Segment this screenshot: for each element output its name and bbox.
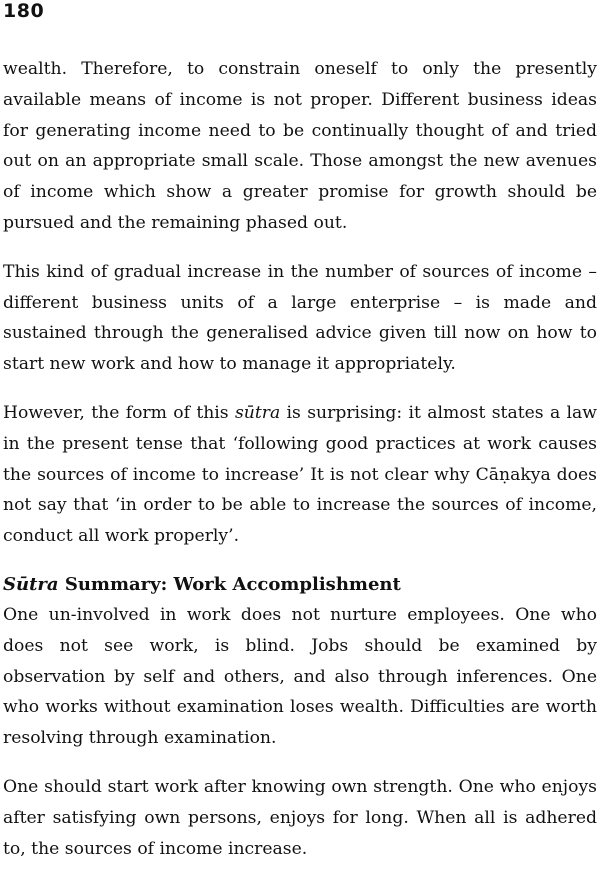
section-heading xyxy=(3,570,597,600)
paragraph-text: is surprising: it almost states a law in the present tense that ‘following good practices at work causes the sources of income to increase’ It is not clear why Cāṇakya does not say that ‘in order to be able to increase the sources of income, conduct all work properly’. xyxy=(3,402,597,547)
page-body xyxy=(3,54,597,882)
heading-text: Summary: Work Accomplishment xyxy=(58,573,401,595)
summary-paragraph: One should start work after knowing own strength. One who enjoys after satisfying own persons, enjoys for long. When all is adhered to, the sources of income increase. xyxy=(3,776,597,859)
body-paragraph: wealth. Therefore, to constrain oneself to only the presently available means of income is not proper. Different business ideas for generating income need to be continually thought of and tried out on an appropriate small scale. Those amongst the new avenues of income which show a greater promise for growth should be pursued and the remaining phased out. xyxy=(3,59,597,233)
page-number: 180 xyxy=(3,0,45,22)
body-paragraph xyxy=(3,398,597,552)
summary-paragraph: One un-involved in work does not nurture employees. One who does not see work, is blind. Jobs should be examined by observation by self and others, and also through inferences. One who works without examination loses wealth. Difficulties are worth resolving through examination. xyxy=(3,604,597,749)
heading-sutra-term: Sūtra xyxy=(3,573,59,595)
body-paragraph: This kind of gradual increase in the number of sources of income – different business units of a large enterprise – is made and sustained through the generalised advice given till now on how to start new work and how to manage it appropriately. xyxy=(3,261,597,375)
paragraph-text: However, the form of this xyxy=(3,402,235,423)
sutra-term: sūtra xyxy=(234,402,281,423)
